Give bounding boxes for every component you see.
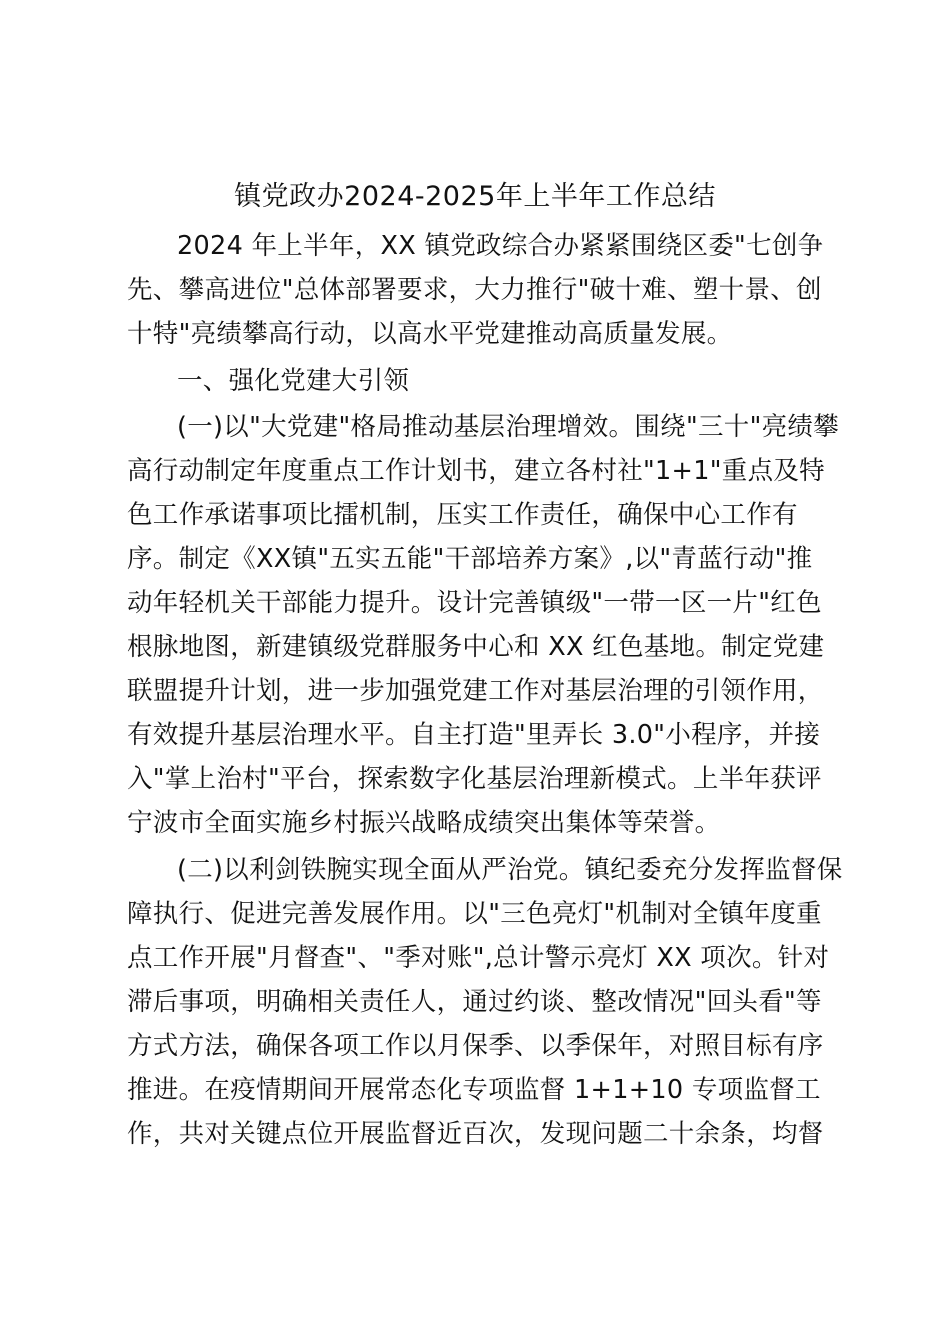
paragraph-line: 序。制定《XX镇"五实五能"干部培养方案》,以"青蓝行动"推 (127, 544, 813, 574)
paragraph-line: 色工作承诺事项比擂机制，压实工作责任，确保中心工作有 (127, 500, 798, 530)
paragraph-line: 方式方法，确保各项工作以月保季、以季保年，对照目标有序 (127, 1031, 824, 1061)
paragraph-line: 十特"亮绩攀高行动，以高水平党建推动高质量发展。 (127, 319, 733, 349)
paragraph-line: 先、攀高进位"总体部署要求，大力推行"破十难、塑十景、创 (127, 275, 822, 305)
section-heading: 一、强化党建大引领 (177, 366, 410, 396)
paragraph-line: 作，共对关键点位开展监督近百次，发现问题二十余条，均督 (127, 1119, 824, 1149)
paragraph-line: 入"掌上治村"平台，探索数字化基层治理新模式。上半年获评 (127, 764, 822, 794)
paragraph-line: 有效提升基层治理水平。自主打造"里弄长 3.0"小程序，并接 (127, 720, 821, 750)
paragraph-line: 宁波市全面实施乡村振兴战略成绩突出集体等荣誉。 (127, 808, 721, 838)
paragraph-line: 动年轻机关干部能力提升。设计完善镇级"一带一区一片"红色 (127, 588, 822, 618)
paragraph-line: 2024 年上半年，XX 镇党政综合办紧紧围绕区委"七创争 (177, 231, 824, 261)
paragraph-line: 障执行、促进完善发展作用。以"三色亮灯"机制对全镇年度重 (127, 899, 822, 929)
paragraph-line: 联盟提升计划，进一步加强党建工作对基层治理的引领作用， (127, 676, 824, 706)
paragraph-line: 推进。在疫情期间开展常态化专项监督 1+1+10 专项监督工 (127, 1075, 821, 1105)
paragraph-line: 滞后事项，明确相关责任人，通过约谈、整改情况"回头看"等 (127, 987, 822, 1017)
paragraph-line: (二)以利剑铁腕实现全面从严治党。镇纪委充分发挥监督保 (177, 855, 843, 885)
paragraph-line: 高行动制定年度重点工作计划书，建立各村社"1+1"重点及特 (127, 456, 825, 486)
paragraph-line: 根脉地图，新建镇级党群服务中心和 XX 红色基地。制定党建 (127, 632, 825, 662)
document-title: 镇党政办2024-2025年上半年工作总结 (234, 181, 716, 212)
paragraph-line: (一)以"大党建"格局推动基层治理增效。围绕"三十"亮绩攀 (177, 412, 840, 442)
paragraph-line: 点工作开展"月督查"、"季对账",总计警示亮灯 XX 项次。针对 (127, 943, 830, 973)
